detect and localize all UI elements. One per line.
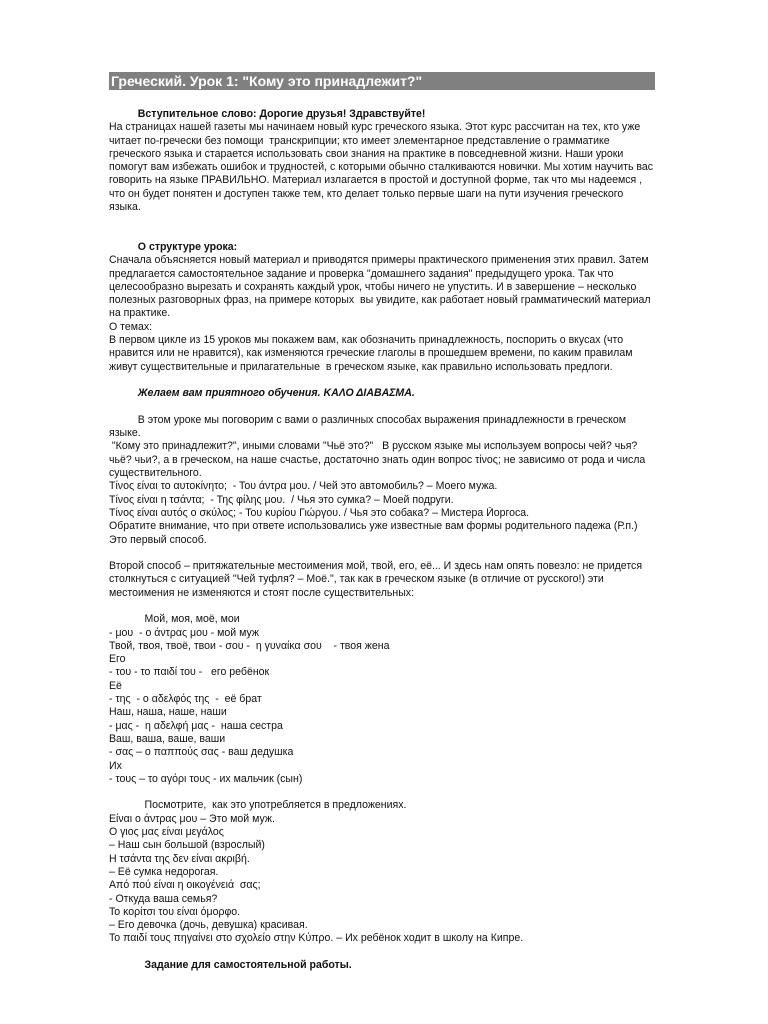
text-line: языка. [109,201,141,214]
text-line: местоимения не изменяются и стоят после существительных: [109,586,415,599]
text-line: - της - ο αδελφός της - её брат [109,693,262,706]
second-method-paragraph [109,560,768,600]
text-line: Второй способ – притяжательные местоимения мой, твой, его, её... И здесь нам опять повезло: не придется [109,560,643,573]
intro-paragraph [109,121,768,214]
structure-paragraph [109,254,768,374]
text-line: – Наш сын большой (взрослый) [109,839,265,852]
intro-heading: Вступительное слово: Дорогие друзья! Здравствуйте! [137,108,426,120]
text-line: Наш, наша, наше, наши [109,706,227,719]
text-line: - Откуда ваша семья? [109,892,218,905]
text-line: Η τσάντα της δεν είναι ακριβή. [109,852,250,865]
text-line: Её [109,679,122,692]
text-line: живут существительные и прилагательные в греческом языке, как правильно использовать предлоги. [109,360,613,373]
text-line: на практике. [109,307,171,320]
text-line: Сначала объясняется новый материал и приводятся примеры практического применения этих правил. Затем [109,254,649,267]
text-line: Τίνος είναι η τσάντα; - Της φίλης μου. / Чья это сумка? – Моей подруги. [109,493,454,506]
text-line: Από πού είναι η οικογένειά σας; [109,879,261,892]
text-line: говорить на языке ПРАВИЛЬНО. Материал излагается в простой и доступной форме, так что мы надеемся , [109,174,643,187]
wish-line: Желаем вам приятного обучения. ΚΑΛΟ ΔΙΑΒΑΣΜΑ. [137,387,415,400]
usage-first-line: Посмотрите, как это употребляется в предложениях. [144,799,407,812]
text-line: предлагается самостоятельное задание и проверка "домашнего задания" предыдущего урока. Так что [109,267,614,280]
text-line: О темах: [109,320,153,333]
pronouns-first-line: Мой, моя, моё, мои [144,613,240,626]
text-line: - τους – το αγόρι τους - их мальчик (сын) [109,772,303,785]
text-line: языке. [109,427,141,440]
pronouns-list [109,627,768,787]
text-line: целесообразно вырезать и сохранять каждый урок, чтобы ничего не упустить. И в завершение – несколько [109,280,637,293]
lesson-first-line: В этом уроке мы поговорим с вами о различных способах выражения принадлежности в греческом [137,413,627,426]
task-heading: Задание для самостоятельной работы. [144,959,352,971]
text-line: Твой, твоя, твоё, твои - σου - η γυναίκα σου - твоя жена [109,639,390,652]
text-line: В первом цикле из 15 уроков мы покажем вам, как обозначить принадлежность, поспорить о вкусах (что [109,334,624,347]
text-line: помогут вам избежать ошибок и трудностей, с которыми обычно сталкиваются новички. Мы хотим научить вас [109,161,654,174]
text-line: Обратите внимание, что при ответе использовались уже известные вам формы родительного падежа (Р.п.) [109,520,638,533]
text-line: существительного. [109,467,202,480]
text-line: нравится или не нравится), как изменяются греческие глаголы в прошедшем времени, по каким правилам [109,347,633,360]
text-line: Ο γιος μας είναι μεγάλος [109,826,224,839]
text-line: читает по-гречески без помощи транскрипции; кто имеет элементарное представление о грамматике [109,134,610,147]
page-title: Греческий. Урок 1: "Кому это принадлежит?" [109,72,655,90]
text-line: Τίνος είναι το αυτοκίνητο; - Του άντρα μου. / Чей это автомобиль? – Моего мужа. [109,480,498,493]
text-line: Το κορίτσι του είναι όμορφο. [109,905,241,918]
text-line: Это первый способ. [109,533,207,546]
text-line: На страницах нашей газеты мы начинаем новый курс греческого языка. Этот курс рассчитан на тех, кто уже [109,121,641,134]
text-line: - σας – ο παππούς σας - ваш дедушка [109,746,294,759]
text-line: - μου - ο άντρας μου - мой муж [109,626,259,639]
text-line: чьё? чьи?, а в греческом, на наше счастье, достаточно знать один вопрос τίνος; не зависимо от рода и числа [109,453,646,466]
text-line: Его [109,653,126,666]
text-line: Τίνος είναι αυτός ο σκύλος; - Του κυρίου Γιώργου. / Чья это собака? – Мистера Йоргоса. [109,506,530,519]
text-line: "Кому это принадлежит?", иными словами "Чьё это?" В русском языке мы используем вопросы чей? чья? [109,440,638,453]
text-line: – Его девочка (дочь, девушка) красивая. [109,919,308,932]
text-line: полезных разговорных фраз, на примере которых вы увидите, как работает новый грамматический материал [109,294,651,307]
text-line: столкнуться с ситуацией "Чей туфля? – Моё.", так как в греческом языке (в отличие от русского!) эти [109,573,604,586]
structure-heading: О структуре урока: [137,240,238,253]
text-line: Их [109,759,122,772]
text-line: Το παιδί τους πηγαίνει στο σχολείο στην Κύπρο. – Их ребёнок ходит в школу на Кипре. [109,932,524,945]
text-line: - μας - η αδελφή μας - наша сестра [109,719,283,732]
text-line: – Её сумка недорогая. [109,865,219,878]
text-line: что он будет понятен и доступен также тем, кто делает только первые шаги на пути изучения греческого [109,187,624,200]
text-line: греческого языка и старается использовать свои знания на практике в повседневной жизни. Наши уроки [109,147,624,160]
text-line: - του - το παιδί του - его ребёнок [109,666,270,679]
text-line: Είναι ο άντρας μου – Это мой муж. [109,812,275,825]
usage-examples [109,813,768,946]
text-line: Ваш, ваша, ваше, ваши [109,732,226,745]
lesson-paragraph [109,427,768,547]
